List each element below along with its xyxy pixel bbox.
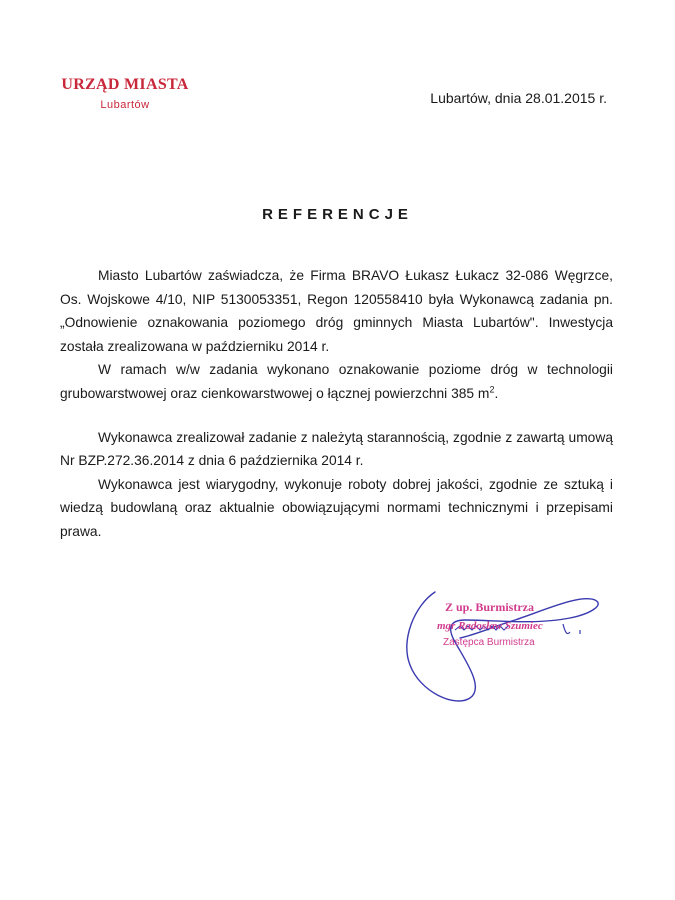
document-title: REFERENCJE (262, 206, 413, 223)
issuer-stamp (60, 76, 190, 111)
document-body (60, 264, 613, 544)
paragraph-2-end: . (494, 385, 499, 401)
paragraph-4: Wykonawca jest wiarygodny, wykonuje roboty dobrej jakości, zgodnie ze sztuką i wiedzą budowlaną oraz aktualnie obowiązującymi normami technicznymi i przepisami prawa. (60, 476, 613, 539)
paragraph-2 (60, 358, 613, 405)
paragraph-2-text: W ramach w/w zadania wykonano oznakowanie poziome dróg w technologii grubowarstwowej oraz cienkowarstwowej o łącznej powierzchni 385 m (60, 362, 613, 401)
paragraph-3: Wykonawca zrealizował zadanie z należytą starannością, zgodnie z zawartą umową Nr BZP.272.36.2014 z dnia 6 października 2014 r. (60, 429, 613, 469)
stamp-subtitle: Lubartów (100, 99, 150, 111)
area-unit-superscript: 2 (489, 384, 495, 395)
paragraph-1: Miasto Lubartów zaświadcza, że Firma BRAVO Łukasz Łukacz 32-086 Węgrzce, Os. Wojskowe 4/10, NIP 5130053351, Regon 120558410 była Wykonawcą zadania pn. „Odnowienie oznakowania poziomego dróg gminnych Miasta Lubartów". Inwestycja została zrealizowana w październiku 2014 r. (60, 268, 613, 354)
signature-stamp-name: mgr Radosław Szumiec (437, 620, 543, 632)
date-line: Lubartów, dnia 28.01.2015 r. (430, 90, 607, 106)
signature-block (395, 580, 615, 710)
signature-stamp-line-1: Z up. Burmistrza (445, 600, 535, 614)
signature-stamp-position: Zastępca Burmistrza (443, 637, 535, 648)
stamp-title: URZĄD MIASTA (61, 76, 189, 93)
